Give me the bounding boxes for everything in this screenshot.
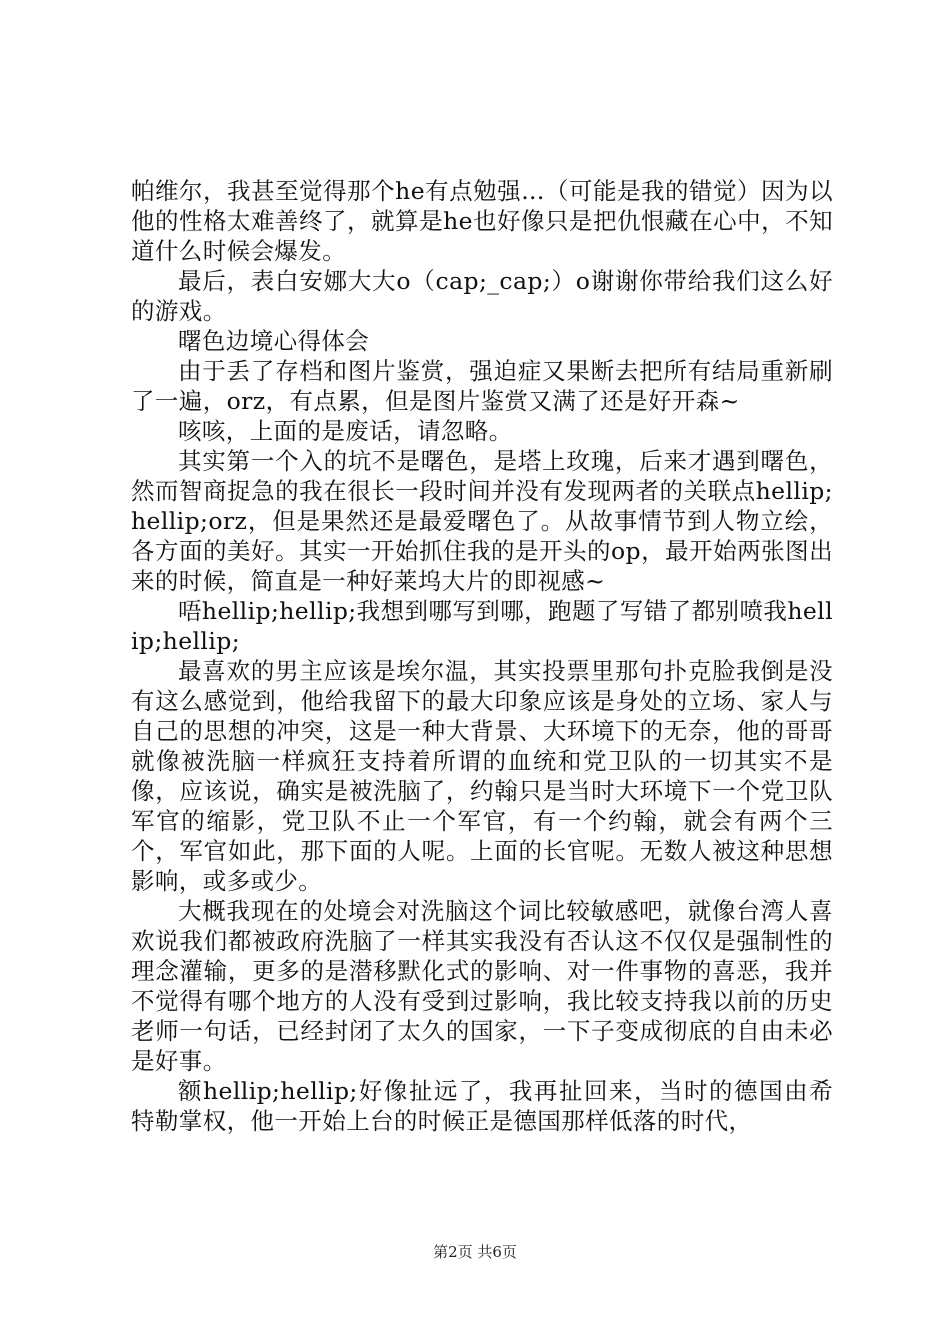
paragraph-2: 最后，表白安娜大大o（cap;_cap;）o谢谢你带给我们这么好的游戏。 [131,267,833,325]
paragraph-5: 其实第一个入的坑不是曙色，是塔上玫瑰，后来才遇到曙色，然而智商捉急的我在很长一段时间并没有发现两者的关联点hellip;hellip;orz，但是果然还是最爱曙色了。从故事情节到人物立绘，各方面的美好。其实一开始抓住我的是开头的op，最开始两张图出来的时候，简直是一种好莱坞大片的即视感~ [131,447,833,595]
paragraph-7: 最喜欢的男主应该是埃尔温，其实投票里那句扑克脸我倒是没有这么感觉到，他给我留下的最大印象应该是身处的立场、家人与自己的思想的冲突，这是一种大背景、大环境下的无奈，他的哥哥就像被洗脑一样疯狂支持着所谓的血统和党卫队的一切其实不是像，应该说，确实是被洗脑了，约翰只是当时大环境下一个党卫队军官的缩影，党卫队不止一个军官，有一个约翰，就会有两个三个，军官如此，那下面的人呢。上面的长官呢。无数人被这种思想影响，或多或少。 [131,657,833,895]
paragraph-4: 咳咳，上面的是废话，请忽略。 [178,417,513,445]
paragraph-8: 大概我现在的处境会对洗脑这个词比较敏感吧，就像台湾人喜欢说我们都被政府洗脑了一样其实我没有否认这不仅仅是强制性的理念灌输，更多的是潜移默化式的影响、对一件事物的喜恶，我并不觉得有哪个地方的人没有受到过影响，我比较支持我以前的历史老师一句话，已经封闭了太久的国家，一下子变成彻底的自由未必是好事。 [131,897,833,1075]
page-number-footer: 第2页 共6页 [433,1243,517,1261]
paragraph-6: 唔hellip;hellip;我想到哪写到哪，跑题了写错了都别喷我hellip;hellip; [131,597,833,655]
paragraph-3: 由于丢了存档和图片鉴赏，强迫症又果断去把所有结局重新刷了一遍，orz，有点累，但是图片鉴赏又满了还是好开森~ [131,357,833,415]
paragraph-1: 帕维尔，我甚至觉得那个he有点勉强...（可能是我的错觉）因为以他的性格太难善终了，就算是he也好像只是把仇恨藏在心中，不知道什么时候会爆发。 [131,177,833,265]
section-title: 曙色边境心得体会 [178,327,370,355]
paragraph-9: 额hellip;hellip;好像扯远了，我再扯回来，当时的德国由希特勒掌权，他一开始上台的时候正是德国那样低落的时代， [131,1077,833,1135]
document-body [131,176,833,1136]
